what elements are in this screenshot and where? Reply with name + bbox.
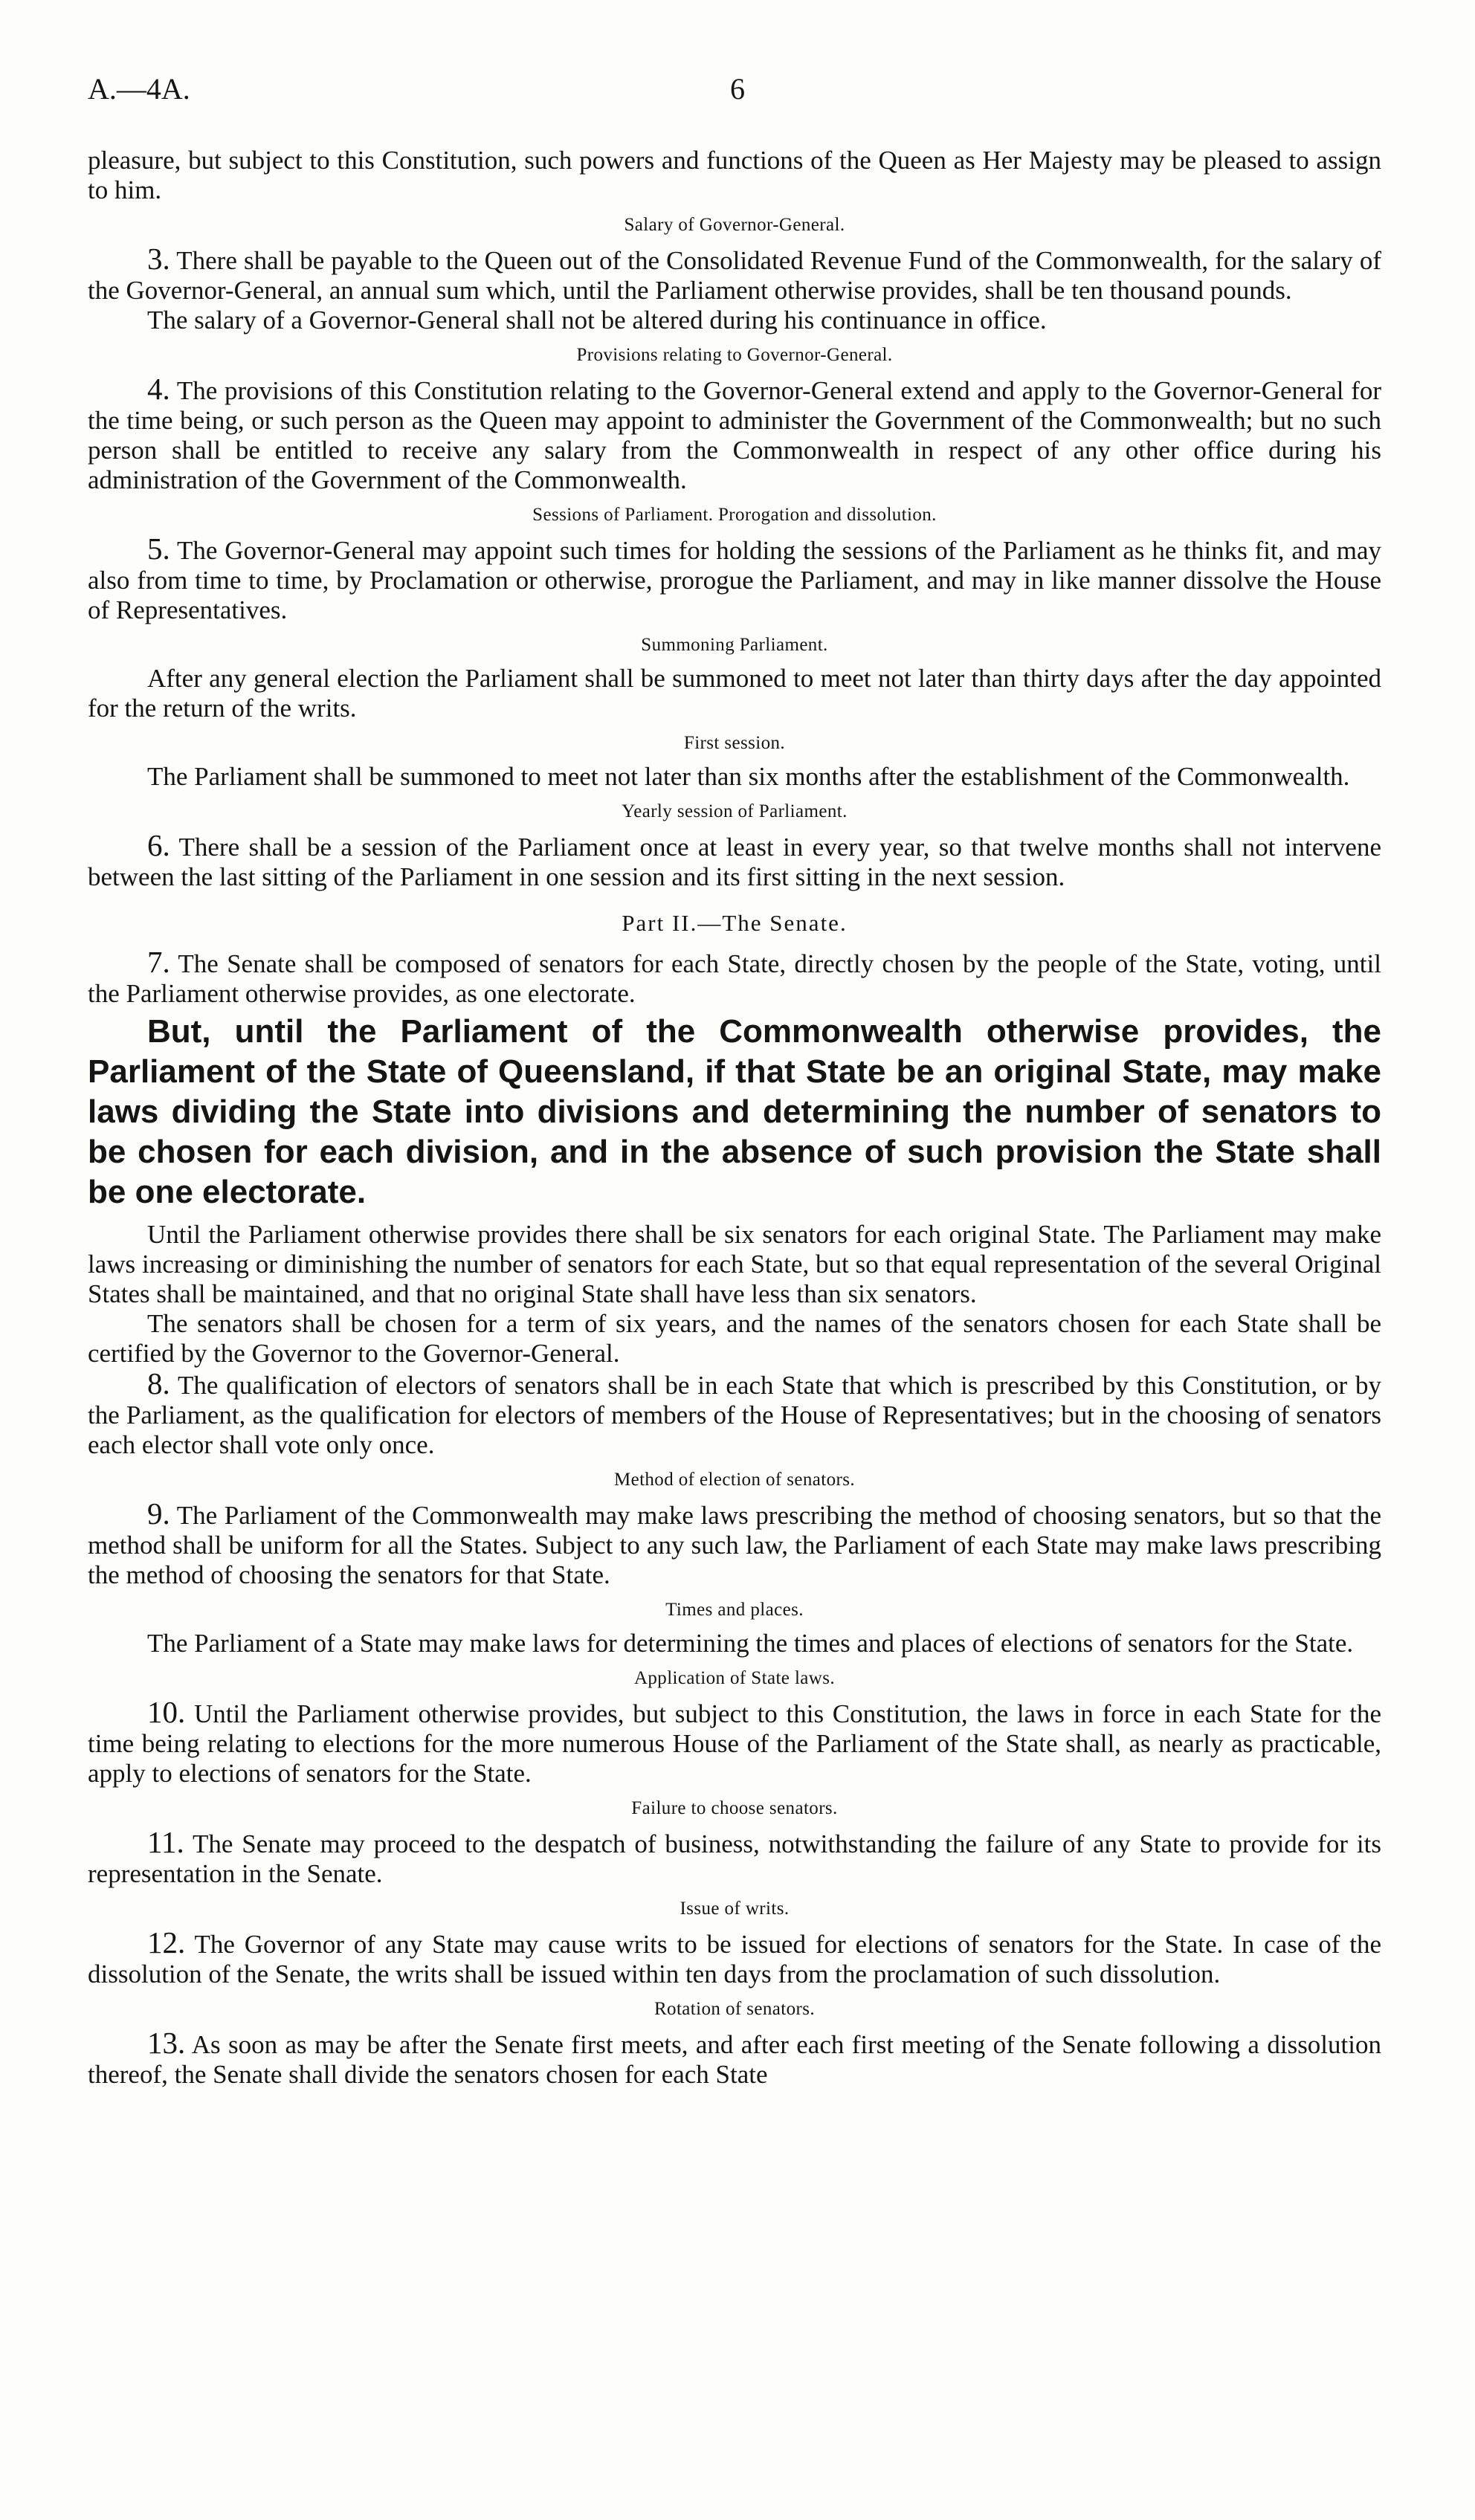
section-3 (88, 244, 1381, 306)
section-number: 11. (147, 1825, 184, 1859)
part-heading: Part II.—The Senate. (622, 910, 848, 936)
paragraph: The Parliament shall be summoned to meet not later than six months after the establishment of the Commonwealth. (147, 762, 1350, 791)
section-text: The Senate shall be composed of senators for each State, directly chosen by the people of the State, voting, until the Parliament otherwise provides, as one electorate. (88, 949, 1381, 1008)
page-number: 6 (730, 72, 745, 106)
marginal-note: First session. (683, 733, 786, 753)
section-text: The qualification of electors of senators shall be in each State that which is prescribed by this Constitution, or by the Parliament, as the qualification for electors of members of the House of Representatives; but in the choosing of senators each elector shall vote only once. (88, 1371, 1381, 1459)
paragraph: After any general election the Parliament shall be summoned to meet not later than thirty days after the day appointed for the return of the writs. (88, 664, 1381, 723)
marginal-note: Yearly session of Parliament. (622, 801, 848, 821)
section-8 (88, 1366, 1381, 1460)
section-9 (88, 1496, 1381, 1590)
section-number: 4. (147, 372, 170, 406)
paragraph: The salary of a Governor-General shall not be altered during his continuance in office. (147, 306, 1047, 335)
marginal-note: Salary of Governor-General. (624, 215, 845, 235)
document-body (88, 146, 1381, 2090)
section-text: The Governor-General may appoint such times for holding the sessions of the Parliament as he thinks fit, and may also from time to time, by Proclamation or otherwise, prorogue the Parliament, and may in like manner dissolve the House of Representatives. (88, 536, 1381, 624)
bold-amendment: But, until the Parliament of the Commonwealth otherwise provides, the Parliament of the State of Queensland, if that State be an original State, may make laws dividing the State into divisions and determining the number of senators to be chosen for each division, and in the absence of such provision the State shall be one electorate. (88, 1013, 1381, 1210)
marginal-note: Method of election of senators. (613, 1470, 856, 1490)
paragraph: The Parliament of a State may make laws for determining the times and places of elections of senators for the State. (147, 1629, 1354, 1658)
section-number: 3. (147, 242, 170, 276)
paragraph: Until the Parliament otherwise provides there shall be six senators for each original State. The Parliament may make laws increasing or diminishing the number of senators for each State, but so that equal representation of the several Original States shall be maintained, and that no original State shall have less than six senators. (88, 1220, 1381, 1308)
section-10 (88, 1697, 1381, 1789)
marginal-note: Rotation of senators. (653, 1999, 815, 2019)
section-text: The Governor of any State may cause writs to be issued for elections of senators for the State. In case of the dissolution of the Senate, the writs shall be issued within ten days from the proclamation of such dissolution. (88, 1930, 1381, 1988)
marginal-note: Provisions relating to Governor-General. (576, 345, 893, 365)
document-code: A.—4A. (88, 72, 190, 106)
paragraph: pleasure, but subject to this Constitution, such powers and functions of the Queen as Her Majesty may be pleased to assign to him. (88, 146, 1381, 204)
section-number: 7. (147, 945, 170, 979)
section-11 (88, 1827, 1381, 1889)
section-number: 13. (147, 2026, 186, 2060)
section-6 (88, 830, 1381, 892)
section-number: 10. (147, 1695, 186, 1729)
section-7 (88, 947, 1381, 1009)
section-12 (88, 1925, 1381, 1989)
paragraph: The senators shall be chosen for a term of six years, and the names of the senators chosen for each State shall be certified by the Governor to the Governor-General. (88, 1309, 1381, 1368)
section-4 (88, 374, 1381, 495)
section-number: 6. (147, 828, 170, 862)
section-5 (88, 534, 1381, 625)
marginal-note: Failure to choose senators. (631, 1798, 838, 1818)
marginal-note: Application of State laws. (633, 1668, 836, 1688)
page-header (88, 71, 1387, 116)
section-text: The Senate may proceed to the despatch of business, notwithstanding the failure of any State to provide for its representation in the Senate. (88, 1829, 1381, 1888)
marginal-note: Issue of writs. (680, 1899, 790, 1919)
marginal-note: Times and places. (665, 1600, 804, 1620)
section-13 (88, 2028, 1381, 2090)
marginal-note: Sessions of Parliament. Prorogation and dissolution. (532, 505, 937, 525)
section-number: 12. (147, 1925, 186, 1960)
section-text: The Parliament of the Commonwealth may make laws prescribing the method of choosing senators, but so that the method shall be uniform for all the States. Subject to any such law, the Parliament of each State may make laws prescribing the method of choosing the senators for that State. (88, 1501, 1381, 1589)
section-number: 5. (147, 532, 170, 566)
section-number: 8. (147, 1366, 170, 1400)
marginal-note: Summoning Parliament. (641, 635, 828, 655)
section-text: The provisions of this Constitution relating to the Governor-General extend and apply to the Governor-General for the time being, or such person as the Queen may appoint to administer the Government of the Commonwealth; but no such person shall be entitled to receive any salary from the Commonwealth in respect of any other office during his administration of the Government of the Commonwealth. (88, 376, 1382, 494)
section-text: As soon as may be after the Senate first meets, and after each first meeting of the Senate following a dissolution thereof, the Senate shall divide the senators chosen for each State (88, 2030, 1381, 2089)
section-text: There shall be a session of the Parliament once at least in every year, so that twelve months shall not intervene between the last sitting of the Parliament in one session and its first sitting in the next session. (88, 833, 1381, 891)
section-text: There shall be payable to the Queen out of the Consolidated Revenue Fund of the Commonwealth, for the salary of the Governor-General, an annual sum which, until the Parliament otherwise provides, shall be ten thousand pounds. (88, 246, 1382, 305)
section-text: Until the Parliament otherwise provides, but subject to this Constitution, the laws in force in each State for the time being relating to elections for the more numerous House of the Parliament of the State shall, as nearly as practicable, apply to elections of senators for the State. (88, 1699, 1382, 1788)
section-number: 9. (147, 1496, 170, 1531)
